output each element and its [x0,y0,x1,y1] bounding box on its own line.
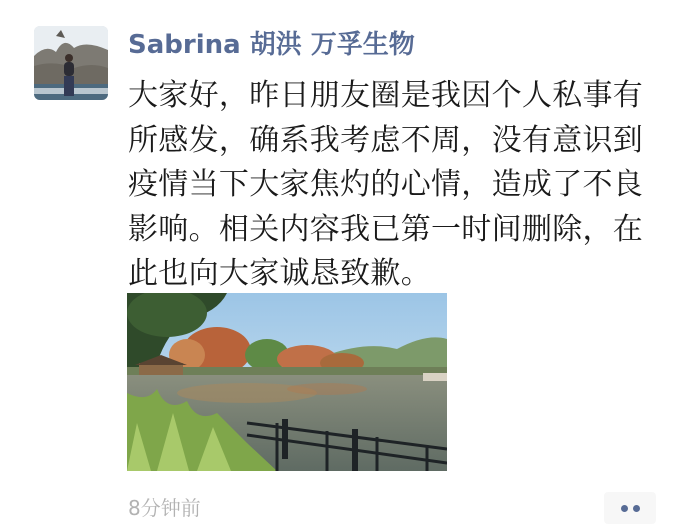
ellipsis-icon [621,505,628,512]
post-text-line: 大家好，昨日朋友圈是我因个人私事有 [128,78,644,113]
more-actions-button[interactable] [604,492,656,524]
author-name[interactable]: Sabrina 胡洪 万孚生物 [128,30,415,60]
avatar-image [34,26,108,100]
lake-photo-image [127,293,447,471]
post-text-line: 此也向大家诚恳致歉。 [128,256,431,291]
avatar[interactable] [34,26,108,100]
post-photo[interactable] [127,293,447,471]
post-text [128,74,668,297]
post-text-line: 疫情当下大家焦灼的心情，造成了不良 [128,167,644,202]
ellipsis-icon [633,505,640,512]
post-text-line: 影响。相关内容我已第一时间删除，在 [128,211,644,247]
post-timestamp: 8分钟前 [128,496,201,520]
post-text-line: 所感发，确系我考虑不周，没有意识到 [128,122,644,158]
